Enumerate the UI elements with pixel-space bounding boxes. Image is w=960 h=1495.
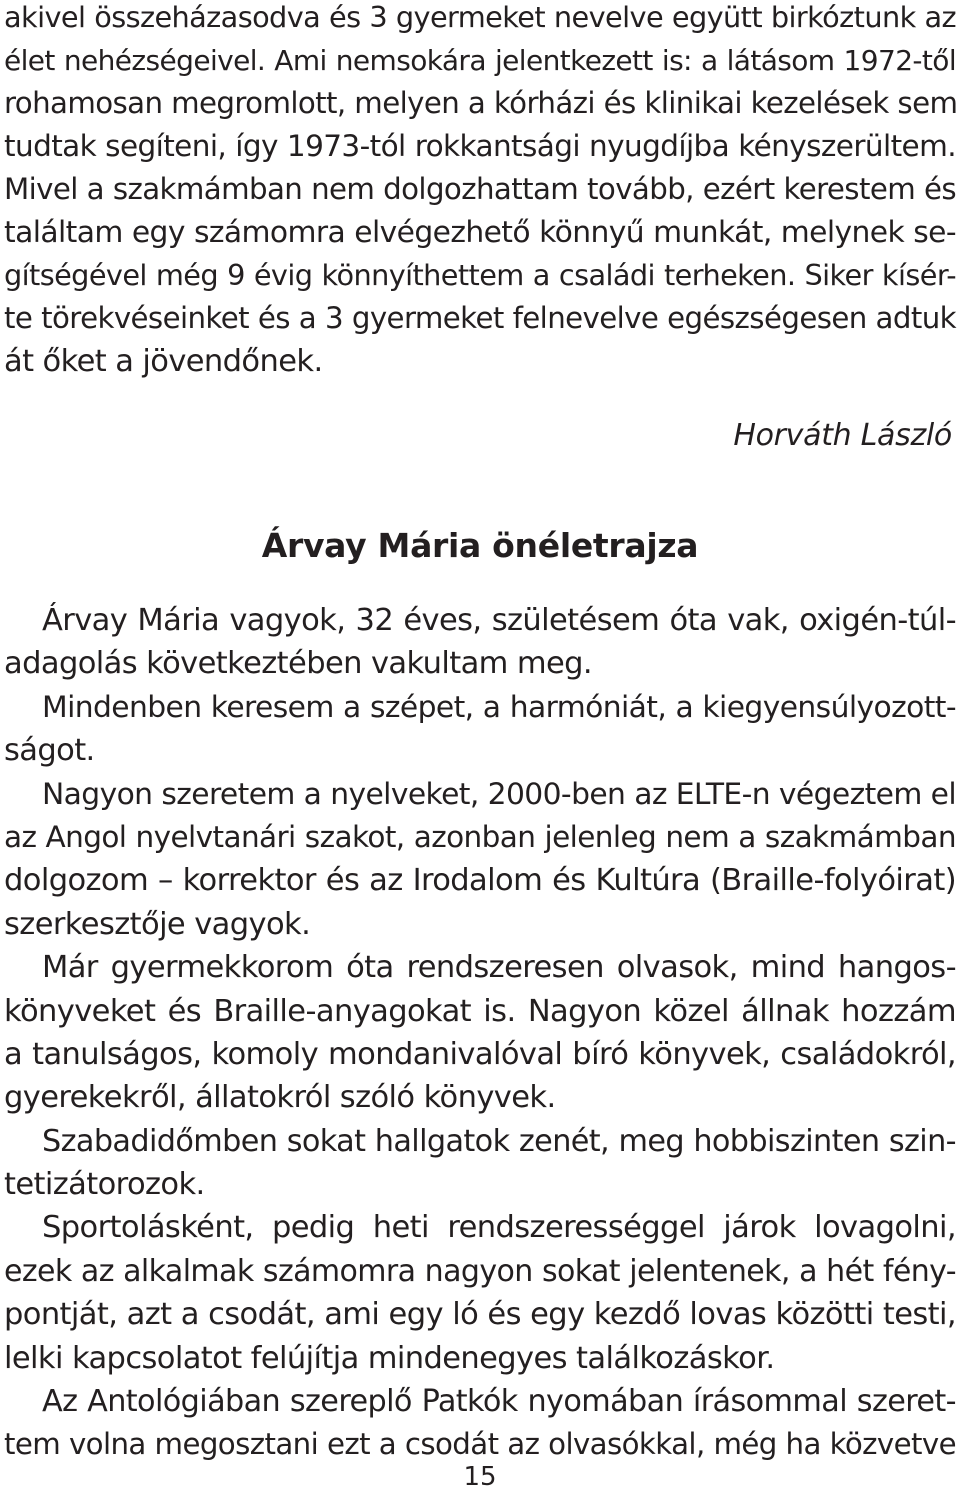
text-line: találtam egy számomra elvégezhető könnyű munkát, melynek se-: [4, 215, 956, 250]
text-line: az Angol nyelvtanári szakot, azonban jelenleg nem a szakmámban: [4, 819, 956, 854]
text-line: ezek az alkalmak számomra nagyon sokat jelentenek, a hét fény-: [4, 1253, 956, 1289]
text-line: szerkesztője vagyok.: [4, 906, 311, 942]
text-line: Szabadidőmben sokat hallgatok zenét, meg hobbiszinten szin-: [42, 1123, 956, 1159]
section-title: Árvay Mária önéletrajza: [261, 526, 699, 565]
author-signature: Horváth László: [733, 418, 952, 453]
text-line: te törekvéseinket és a 3 gyermeket felnevelve egészségesen adtuk: [4, 301, 956, 335]
text-line: dolgozom – korrektor és az Irodalom és Kultúra (Braille-folyóirat): [4, 863, 956, 899]
text-line: Sportolásként, pedig heti rendszerességgel járok lovagolni,: [42, 1210, 956, 1246]
page-number: 15: [463, 1462, 497, 1492]
bio-text: [4, 599, 956, 1467]
text-line: gítségével még 9 évig könnyíthettem a családi terheken. Siker kísér-: [4, 258, 956, 292]
text-line: akivel összeházasodva és 3 gyermeket nevelve együtt birkóztunk az: [4, 0, 956, 34]
text-line: adagolás következtében vakultam meg.: [4, 646, 592, 682]
text-line: Mivel a szakmámban nem dolgozhattam tovább, ezért kerestem és: [4, 172, 956, 206]
intro-paragraph: [4, 0, 956, 383]
text-line: élet nehézségeivel. Ami nemsokára jelentkezett is: a látásom 1972-től: [4, 44, 956, 77]
text-line: ságot.: [4, 733, 95, 769]
text-line: pontját, azt a csodát, ami egy ló és egy kezdő lovas közötti testi,: [4, 1297, 956, 1333]
text-line: tetizátorozok.: [4, 1167, 205, 1203]
text-line: tem volna megosztani ezt a csodát az olvasókkal, még ha közvetve: [4, 1427, 956, 1462]
text-line: a tanulságos, komoly mondanivalóval bíró könyvek, családokról,: [4, 1036, 956, 1072]
text-line: Már gyermekkorom óta rendszeresen olvasok, mind hangos-: [42, 950, 956, 986]
text-line: tudtak segíteni, így 1973-tól rokkantsági nyugdíjba kényszerültem.: [4, 129, 956, 163]
text-line: Nagyon szeretem a nyelveket, 2000-ben az ELTE-n végeztem el: [42, 776, 956, 812]
text-line: lelki kapcsolatot felújítja mindenegyes találkozáskor.: [4, 1340, 775, 1376]
text-line: át őket a jövendőnek.: [4, 344, 323, 379]
text-line: Az Antológiában szereplő Patkók nyomában írásommal szeret-: [42, 1384, 956, 1420]
text-line: könyveket és Braille-anyagokat is. Nagyon közel állnak hozzám: [4, 993, 956, 1029]
text-line: Mindenben keresem a szépet, a harmóniát, a kiegyensúlyozott-: [42, 689, 956, 725]
text-line: rohamosan megromlott, melyen a kórházi és klinikai kezelések sem: [4, 86, 958, 120]
text-line: Árvay Mária vagyok, 32 éves, születésem óta vak, oxigén-túl-: [42, 603, 956, 638]
text-line: gyerekekről, állatokról szóló könyvek.: [4, 1080, 556, 1116]
